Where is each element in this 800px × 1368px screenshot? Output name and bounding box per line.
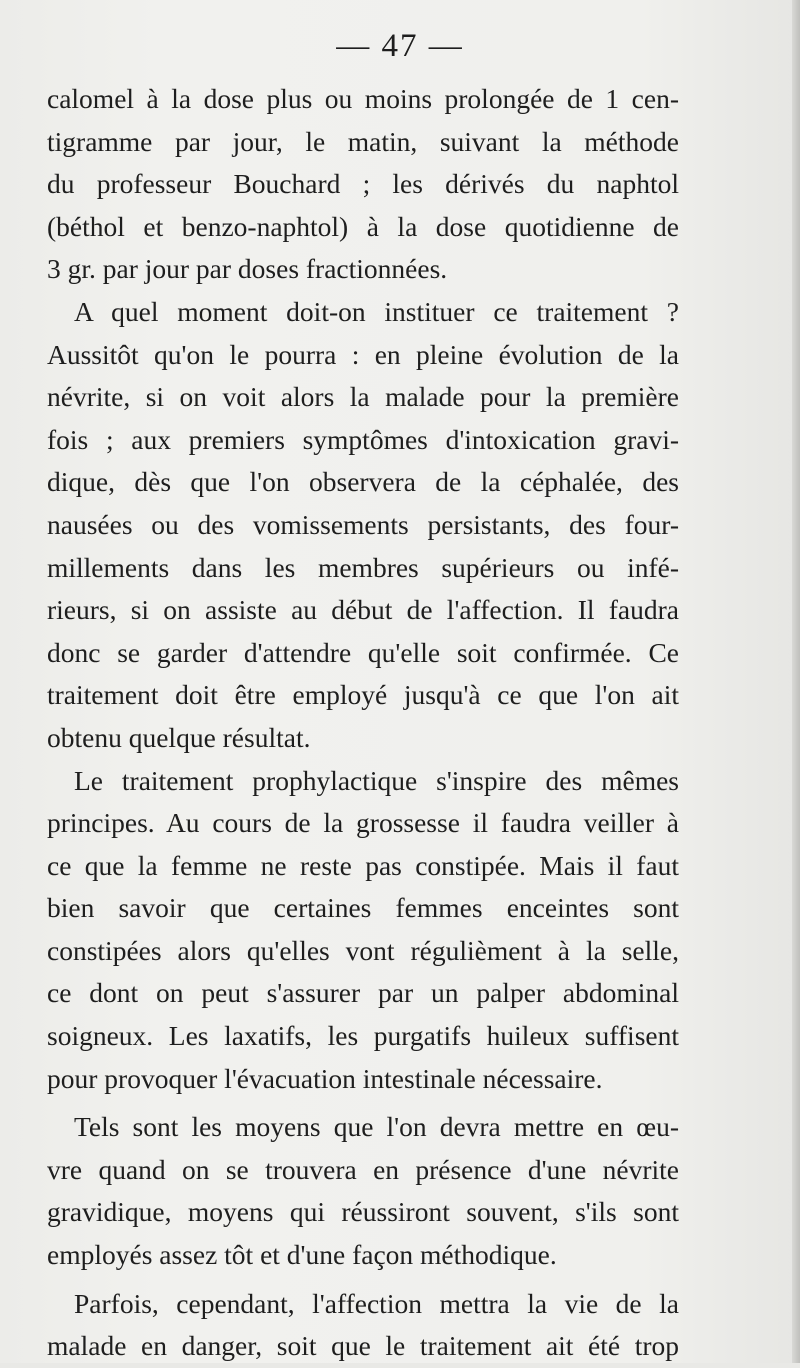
text-line: 3 gr. par jour par doses fractionnées. xyxy=(47,253,448,285)
text-line: Aussitôt qu'on le pourra : en pleine évolution de la xyxy=(47,338,679,370)
page-edge-shadow xyxy=(792,0,800,1363)
page-number: — 47 — xyxy=(336,28,464,64)
text-line: A quel moment doit-on instituer ce traitement ? xyxy=(74,295,679,327)
text-line: employés assez tôt et d'une façon méthodique. xyxy=(47,1239,557,1271)
text-line: Parfois, cependant, l'affection mettra la vie de la xyxy=(74,1287,679,1319)
text-line: traitement doit être employé jusqu'à ce que l'on ait xyxy=(47,679,679,711)
body-text xyxy=(47,78,679,1368)
text-line: vre quand on se trouvera en présence d'une névrite xyxy=(47,1153,679,1185)
text-line: ce dont on peut s'assurer par un palper abdominal xyxy=(47,977,679,1009)
text-line: millements dans les membres supérieurs ou infé- xyxy=(47,551,679,583)
text-line: principes. Au cours de la grossesse il faudra veiller à xyxy=(47,807,679,839)
text-line: névrite, si on voit alors la malade pour la première xyxy=(47,381,679,413)
text-line: (béthol et benzo-naphtol) à la dose quotidienne de xyxy=(47,210,679,242)
text-line: bien savoir que certaines femmes enceintes sont xyxy=(47,892,679,924)
text-line: Le traitement prophylactique s'inspire des mêmes xyxy=(74,764,679,796)
text-line: du professeur Bouchard ; les dérivés du naphtol xyxy=(47,168,679,200)
text-line: dique, dès que l'on observera de la céphalée, des xyxy=(47,466,679,498)
text-line: obtenu quelque résultat. xyxy=(47,721,311,753)
text-line: donc se garder d'attendre qu'elle soit confirmée. Ce xyxy=(47,636,679,668)
text-line: gravidique, moyens qui réussiront souvent, s'ils sont xyxy=(47,1196,679,1228)
text-line: constipées alors qu'elles vont régulièment à la selle, xyxy=(47,934,679,966)
text-line: malade en danger, soit que le traitement ait été trop xyxy=(47,1330,679,1362)
text-line: ce que la femme ne reste pas constipée. Mais il faut xyxy=(47,849,679,881)
text-line: Tels sont les moyens que l'on devra mettre en œu- xyxy=(74,1111,679,1143)
text-line: fois ; aux premiers symptômes d'intoxication gravi- xyxy=(47,423,679,455)
text-line: calomel à la dose plus ou moins prolongée de 1 cen- xyxy=(47,83,679,114)
text-line: soigneux. Les laxatifs, les purgatifs huileux suffisent xyxy=(47,1020,679,1052)
text-line: rieurs, si on assiste au début de l'affection. Il faudra xyxy=(47,594,679,626)
text-line: pour provoquer l'évacuation intestinale nécessaire. xyxy=(47,1062,603,1094)
text-line: tigramme par jour, le matin, suivant la méthode xyxy=(47,125,679,157)
text-line: nausées ou des vomissements persistants, des four- xyxy=(47,508,679,540)
